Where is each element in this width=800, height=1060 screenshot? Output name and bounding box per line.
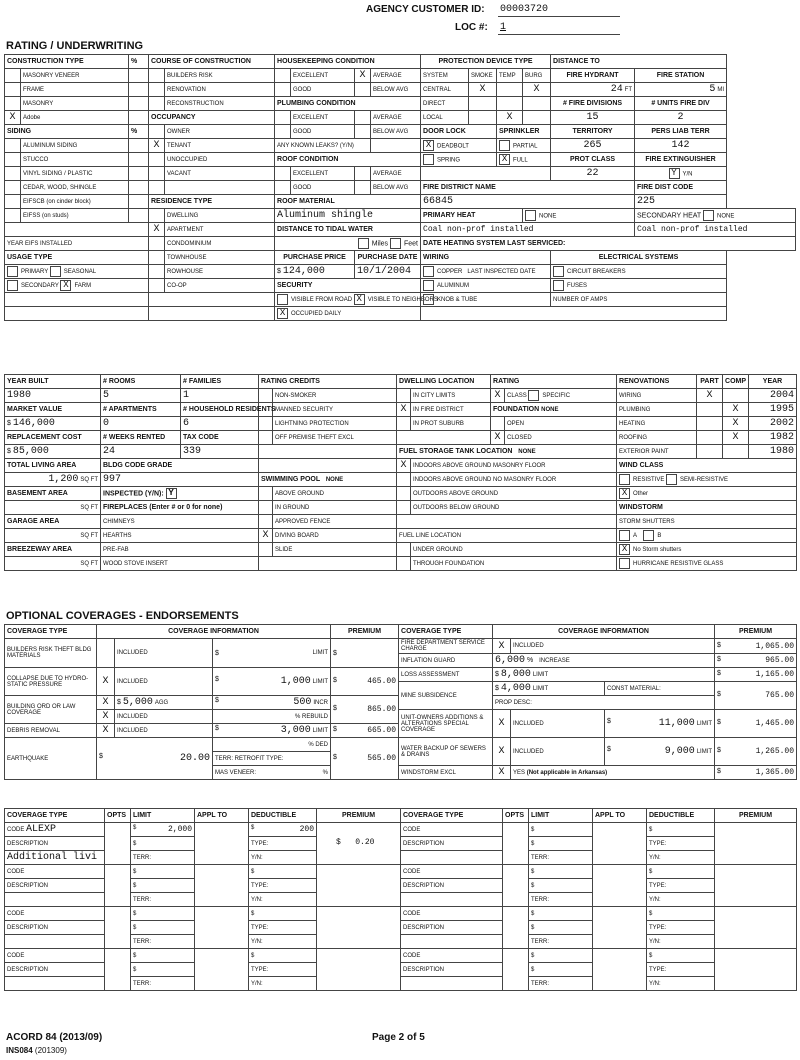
footer-page: Page 2 of 5 (372, 1032, 425, 1043)
purchase-price-value: 124,000 (282, 266, 325, 277)
footer-ins: INS084 (201309) (6, 1046, 67, 1055)
roof-material-value: Aluminum shingle (275, 209, 421, 223)
footer-form: ACORD 84 (2013/09) (6, 1032, 103, 1043)
protection-header: PROTECTION DEVICE TYPE (421, 55, 551, 69)
territory-value: 265 (551, 139, 635, 153)
course-header: COURSE OF CONSTRUCTION (149, 55, 275, 69)
fire-station-value: 5 (709, 84, 716, 95)
premium-value: $ 0.20 (336, 838, 375, 847)
prot-class-value: 22 (551, 167, 635, 181)
rooms-value: 5 (101, 389, 181, 403)
coverage-codes-table: COVERAGE TYPE OPTS LIMIT APPL TO DEDUCTIBLE PREMIUM COVERAGE TYPE OPTS LIMIT APPL TO DEDUCTIBLE PREMIUM CODE ALEXP $ 2,000 $ 200 CODE $ $ DESCRIPTION $ TYPE: DESCRIPTION $ TYPE: Additional livi TERR: Y/N: TERR: Y/N: CODE $ $ CODE $ $ DESCRIPTION $ TYPE: DESCRIPTION $ TYPE: TERR: Y/N: TERR: Y/N: CODE $ $ CODE $ $ DESCRIPTION $ TYPE: DESCRIPTION $ TYPE: TERR: Y/N: TERR: Y/N: CODE $ $ CODE $ $ DESCRIPTION $ TYPE: DESCRIPTION $ TYPE: TERR: Y/N: TERR: Y/N: (4, 808, 797, 991)
distance-header: DISTANCE TO (551, 55, 727, 69)
living-area-value: 1,200 (48, 474, 79, 485)
section-title: RATING / UNDERWRITING (6, 40, 144, 52)
loc-label: LOC #: (455, 22, 488, 33)
replacement-value: 85,000 (12, 446, 49, 457)
extinguisher-value: Y (669, 168, 680, 179)
fire-district-value: 66845 (421, 195, 635, 209)
market-value: 146,000 (12, 418, 55, 429)
units-value: 2 (635, 111, 727, 125)
purchase-date-value: 10/1/2004 (355, 265, 421, 279)
building-grid: YEAR BUILT # ROOMS # FAMILIES RATING CREDITS DWELLING LOCATION RATING RENOVATIONS PART COMP YEAR 1980 5 1 NON-SMOKER IN CITY LIMITS X CLASS SPECIFIC WIRING X 2004 MARKET VALUE # APARTMENTS # HOUSEHOLD RESIDENTS MANNED SECURITY X IN FIRE DISTRICT FOUNDATION NONE PLUMBING X 1995 $ 146,000 0 6 LIGHTNING PROTECTION IN PROT SUBURB OPEN HEATING X 2002 REPLACEMENT COST # WEEKS RENTED TAX CODE OFF PREMISE THEFT EXCL X CLOSED ROOFING X 1982 $ 85,000 24 339 FUEL STORAGE TANK LOCATION NONE EXTERIOR PAINT 1980 TOTAL LIVING AREA BLDG CODE GRADE X INDOORS ABOVE GROUND MASONRY FLOOR WIND CLASS 1,200 SQ FT 997 SWIMMING POOL NONE INDOORS ABOVE GROUND NO MASONRY FLOOR RESISTIVE SEMI-RESISTIVE BASEMENT AREA INSPECTED (Y/N): Y ABOVE GROUND OUTDOORS ABOVE GROUND X Other SQ FT FIREPLACES (Enter # or 0 for none) IN GROUND OUTDOORS BELOW GROUND WINDSTORM GARAGE AREA CHIMNEYS APPROVED FENCE STORM SHUTTERS SQ FT HEARTHS X DIVING BOARD FUEL LINE LOCATION A B BREEZEWAY AREA PRE-FAB SLIDE UNDER GROUND X No Storm shutters SQ FT WOOD STOVE INSERT THROUGH FOUNDATION HURRICANE RESISTIVE GLASS (4, 374, 797, 571)
rating-top-grid: CONSTRUCTION TYPE % COURSE OF CONSTRUCTION HOUSEKEEPING CONDITION PROTECTION DEVICE TYPE DISTANCE TO MASONRY VENEER BUILDERS RISK EXCELLENT X AVERAGE SYSTEM SMOKE TEMP BURG FIRE HYDRANT FIRE STATION FRAME RENOVATION GOOD BELOW AVG CENTRAL X X 24 FT 5 MI MASONRY RECONSTRUCTION PLUMBING CONDITION DIRECT # FIRE DIVISIONS # UNITS FIRE DIV X Adobe OCCUPANCY EXCELLENT AVERAGE LOCAL X 15 2 SIDING % OWNER GOOD BELOW AVG DOOR LOCK SPRINKLER TERRITORY PERS LIAB TERR ALUMINUM SIDING X TENANT ANY KNOWN LEAKS? (Y/N) X DEADBOLT PARTIAL 265 142 STUCCO UNOCCUPIED ROOF CONDITION SPRING X FULL PROT CLASS FIRE EXTINGUISHER VINYL SIDING / PLASTIC VACANT EXCELLENT AVERAGE 22 Y Y/N CEDAR, WOOD, SHINGLE GOOD BELOW AVG FIRE DISTRICT NAME FIRE DIST CODE EIFSCB (on cinder block) RESIDENCE TYPE ROOF MATERIAL 66845 225 EIFSS (on studs) DWELLING Aluminum shingle PRIMARY HEAT NONE SECONDARY HEAT NONE X APARTMENT DISTANCE TO TIDAL WATER Coal non-prof installed Coal non-prof installed YEAR EIFS INSTALLED CONDOMINIUM Miles Feet DATE HEATING SYSTEM LAST SERVICED: USAGE TYPE TOWNHOUSE PURCHASE PRICE PURCHASE DATE WIRING ELECTRICAL SYSTEMS PRIMARY SEASONAL ROWHOUSE $ 124,000 10/1/2004 COPPER LAST INSPECTED DATE CIRCUIT BREAKERS SECONDARY X FARM CO-OP SECURITY ALUMINUM FUSES VISIBLE FROM ROAD X VISIBLE TO NEIGHBORS KNOB & TUBE NUMBER OF AMPS X OCCUPIED DAILY (4, 54, 796, 321)
loc-value: 1 (500, 22, 507, 33)
construction-type-header: CONSTRUCTION TYPE (5, 55, 129, 69)
fire-hydrant-value: 24 (610, 84, 623, 95)
year-built-value: 1980 (5, 389, 101, 403)
agency-id-value: 00003720 (500, 4, 549, 15)
description-value: Additional livi (5, 851, 105, 865)
code-value: ALEXP (26, 824, 57, 835)
optional-coverages-table: COVERAGE TYPE COVERAGE INFORMATION PREMIUM COVERAGE TYPE COVERAGE INFORMATION PREMIUM BUILDERS RISK THEFT BLDG MATERIALS INCLUDED $ LIMIT $ FIRE DEPARTMENT SERVICE CHARGE X INCLUDED $ 1,065.00 INFLATION GUARD 6,000 % INCREASE $ 965.00 COLLAPSE DUE TO HYDRO-STATIC PRESSURE X INCLUDED $ 1,000 LIMIT $ 465.00 LOSS ASSESSMENT $ 8,000 LIMIT $ 1,165.00 MINE SUBSIDENCE $ 4,000 LIMIT CONST MATERIAL: $ 765.00 BUILDING ORD OR LAW COVERAGE X $ 5,000 AGG $ 500 INCR $ 865.00 PROP DESC: X INCLUDED % REBUILD UNIT-OWNERS ADDITIONS & ALTERATIONS SPECIAL COVERAGE X INCLUDED $ 11,000 LIMIT $ 1,465.00 DEBRIS REMOVAL X INCLUDED $ 3,000 LIMIT $ 665.00 EARTHQUAKE $ 20.00 % DED $ 565.00 WATER BACKUP OF SEWERS & DRAINS X INCLUDED $ 9,000 LIMIT $ 1,265.00 TERR: RETROFIT TYPE: MAS VENEER: % WINDSTORM EXCL X YES (Not applicable in Arkansas) $ 1,365.00 (4, 624, 797, 780)
secondary-heat-value: Coal non-prof installed (635, 223, 796, 237)
fire-dist-code-value: 225 (635, 195, 727, 209)
inspected-value: Y (166, 488, 177, 499)
optional-title: OPTIONAL COVERAGES - ENDORSEMENTS (6, 610, 239, 622)
agency-id-label: AGENCY CUSTOMER ID: (366, 4, 485, 15)
housekeeping-header: HOUSEKEEPING CONDITION (275, 55, 421, 69)
pers-liab-value: 142 (635, 139, 727, 153)
fire-divisions-value: 15 (551, 111, 635, 125)
primary-heat-value: Coal non-prof installed (421, 223, 635, 237)
families-value: 1 (181, 389, 259, 403)
